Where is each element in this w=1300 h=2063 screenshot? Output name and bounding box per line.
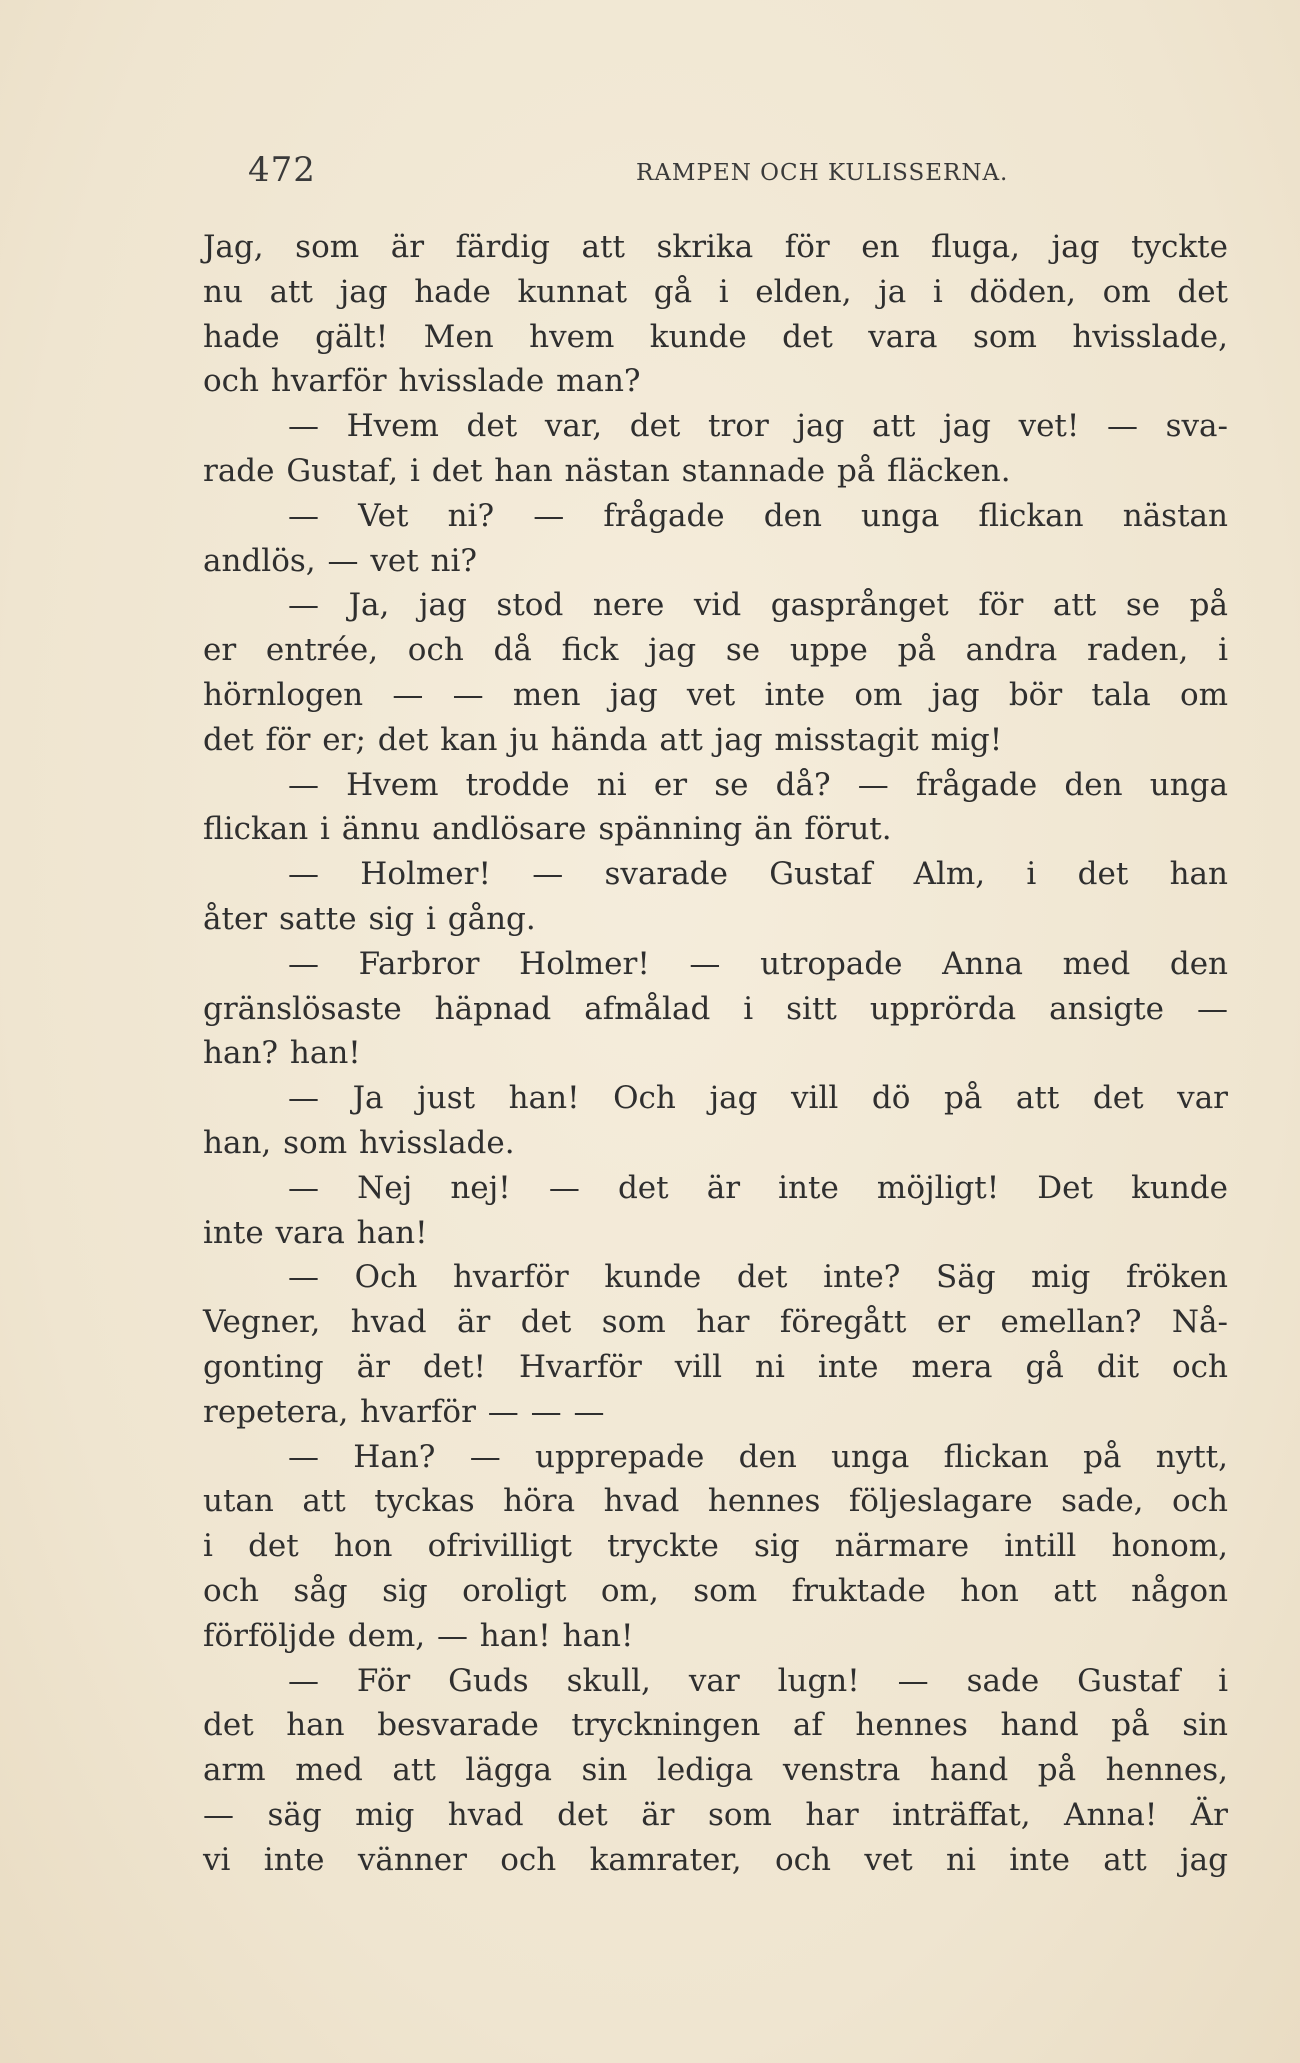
text-line: andlös, — vet ni? (203, 542, 478, 579)
text-line: det för er; det kan ju hända att jag misstagit mig! (203, 721, 1003, 758)
text-line: hörnlogen — — men jag vet inte om jag bör tala om (203, 676, 1228, 713)
running-title: RAMPEN OCH KULISSERNA. (636, 160, 1009, 186)
text-line: arm med att lägga sin lediga venstra hand på hennes, (203, 1752, 1228, 1789)
text-line: gränslösaste häpnad afmålad i sitt upprörda ansigte — (203, 990, 1228, 1027)
text-line: — Vet ni? — frågade den unga flickan nästan (288, 497, 1228, 534)
text-line: hade gält! Men hvem kunde det vara som hvisslade, (203, 318, 1228, 355)
text-line: — Holmer! — svarade Gustaf Alm, i det han (288, 856, 1228, 893)
body-text (203, 225, 1228, 1882)
text-line: åter satte sig i gång. (203, 900, 536, 937)
text-line: — Farbror Holmer! — utropade Anna med den (288, 945, 1228, 982)
text-line: flickan i ännu andlösare spänning än förut. (203, 811, 892, 848)
text-line: han, som hvisslade. (203, 1124, 515, 1161)
text-line: — Hvem det var, det tror jag att jag vet! — sva- (288, 408, 1228, 445)
text-line: nu att jag hade kunnat gå i elden, ja i döden, om det (203, 273, 1228, 310)
page-number: 472 (248, 150, 316, 190)
text-line: — Nej nej! — det är inte möjligt! Det kunde (288, 1169, 1228, 1206)
text-line: — Han? — upprepade den unga flickan på nytt, (288, 1438, 1228, 1475)
text-line: — Ja, jag stod nere vid gasprånget för att se på (288, 587, 1228, 624)
text-line: er entrée, och då fick jag se uppe på andra raden, i (203, 632, 1228, 669)
text-line: och hvarför hvisslade man? (203, 363, 641, 400)
text-line: gonting är det! Hvarför vill ni inte mera gå dit och (203, 1348, 1228, 1385)
text-line: och såg sig oroligt om, som fruktade hon att någon (203, 1572, 1228, 1609)
text-line: — Ja just han! Och jag vill dö på att det var (288, 1080, 1228, 1117)
text-line: i det hon ofrivilligt tryckte sig närmare intill honom, (203, 1528, 1228, 1565)
text-line: Jag, som är färdig att skrika för en fluga, jag tyckte (203, 229, 1228, 265)
text-line: förföljde dem, — han! han! (203, 1617, 634, 1654)
text-line: — säg mig hvad det är som har inträffat, Anna! Är (203, 1796, 1228, 1833)
text-line: — Hvem trodde ni er se då? — frågade den unga (288, 766, 1228, 803)
text-line: utan att tyckas höra hvad hennes följeslagare sade, och (203, 1483, 1228, 1520)
text-line: han? han! (203, 1035, 361, 1072)
text-line: vi inte vänner och kamrater, och vet ni inte att jag (203, 1841, 1228, 1878)
text-line: — För Guds skull, var lugn! — sade Gustaf i (288, 1662, 1228, 1699)
text-line: det han besvarade tryckningen af hennes hand på sin (203, 1707, 1228, 1744)
page-header (248, 150, 1138, 200)
text-line: inte vara han! (203, 1214, 428, 1251)
text-line: Vegner, hvad är det som har föregått er emellan? Nå- (203, 1304, 1228, 1341)
text-line: — Och hvarför kunde det inte? Säg mig fröken (288, 1259, 1228, 1296)
text-line: repetera, hvarför — — — (203, 1393, 605, 1430)
text-line: rade Gustaf, i det han nästan stannade på fläcken. (203, 452, 1011, 489)
